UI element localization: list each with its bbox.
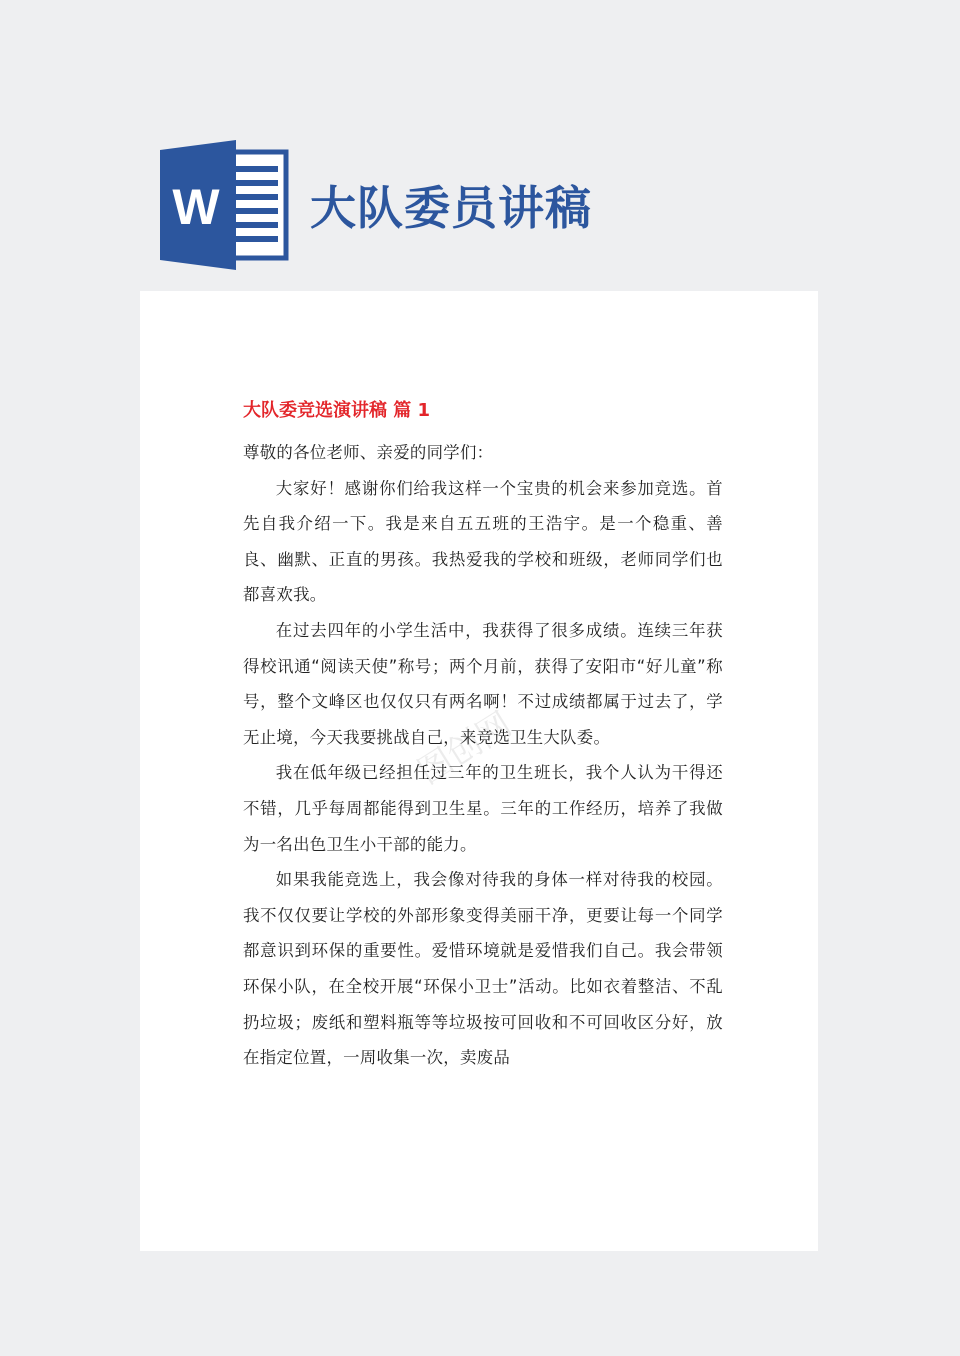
document-page [140, 291, 818, 1251]
document-heading: 大队委员讲稿 [310, 181, 592, 235]
paragraph: 在过去四年的小学生活中，我获得了很多成绩。连续三年获得校讯通“阅读天使”称号；两个月前，获得了安阳市“好儿童”称号，整个文峰区也仅仅只有两名啊！不过成绩都属于过去了，学无止境，今天我要挑战自己，来竞选卫生大队委。 [243, 620, 723, 747]
paragraph: 我在低年级已经担任过三年的卫生班长，我个人认为干得还不错，几乎每周都能得到卫生星。三年的工作经历，培养了我做为一名出色卫生小干部的能力。 [243, 763, 723, 854]
header [160, 140, 800, 270]
paragraph-salutation: 尊敬的各位老师、亲爱的同学们： [243, 443, 494, 462]
watermark: 图创网 [411, 704, 519, 793]
logo-letter: W [172, 179, 220, 235]
paragraph: 大家好！感谢你们给我这样一个宝贵的机会来参加竞选。首先自我介绍一下。我是来自五五班的王浩宇。是一个稳重、善良、幽默、正直的男孩。我热爱我的学校和班级，老师同学们也都喜欢我。 [243, 478, 723, 605]
document-body [243, 399, 723, 1076]
paragraph: 如果我能竞选上，我会像对待我的身体一样对待我的校园。我不仅仅要让学校的外部形象变得美丽干净，更要让每一个同学都意识到环保的重要性。爱惜环境就是爱惜我们自己。我会带领环保小队，在全校开展“环保小卫士”活动。比如衣着整洁、不乱扔垃圾；废纸和塑料瓶等等垃圾按可回收和不可回收区分好，放在指定位置，一周收集一次，卖废品 [243, 870, 723, 1068]
section-title: 大队委竞选演讲稿 篇 1 [243, 400, 431, 421]
word-document-icon [160, 140, 290, 270]
